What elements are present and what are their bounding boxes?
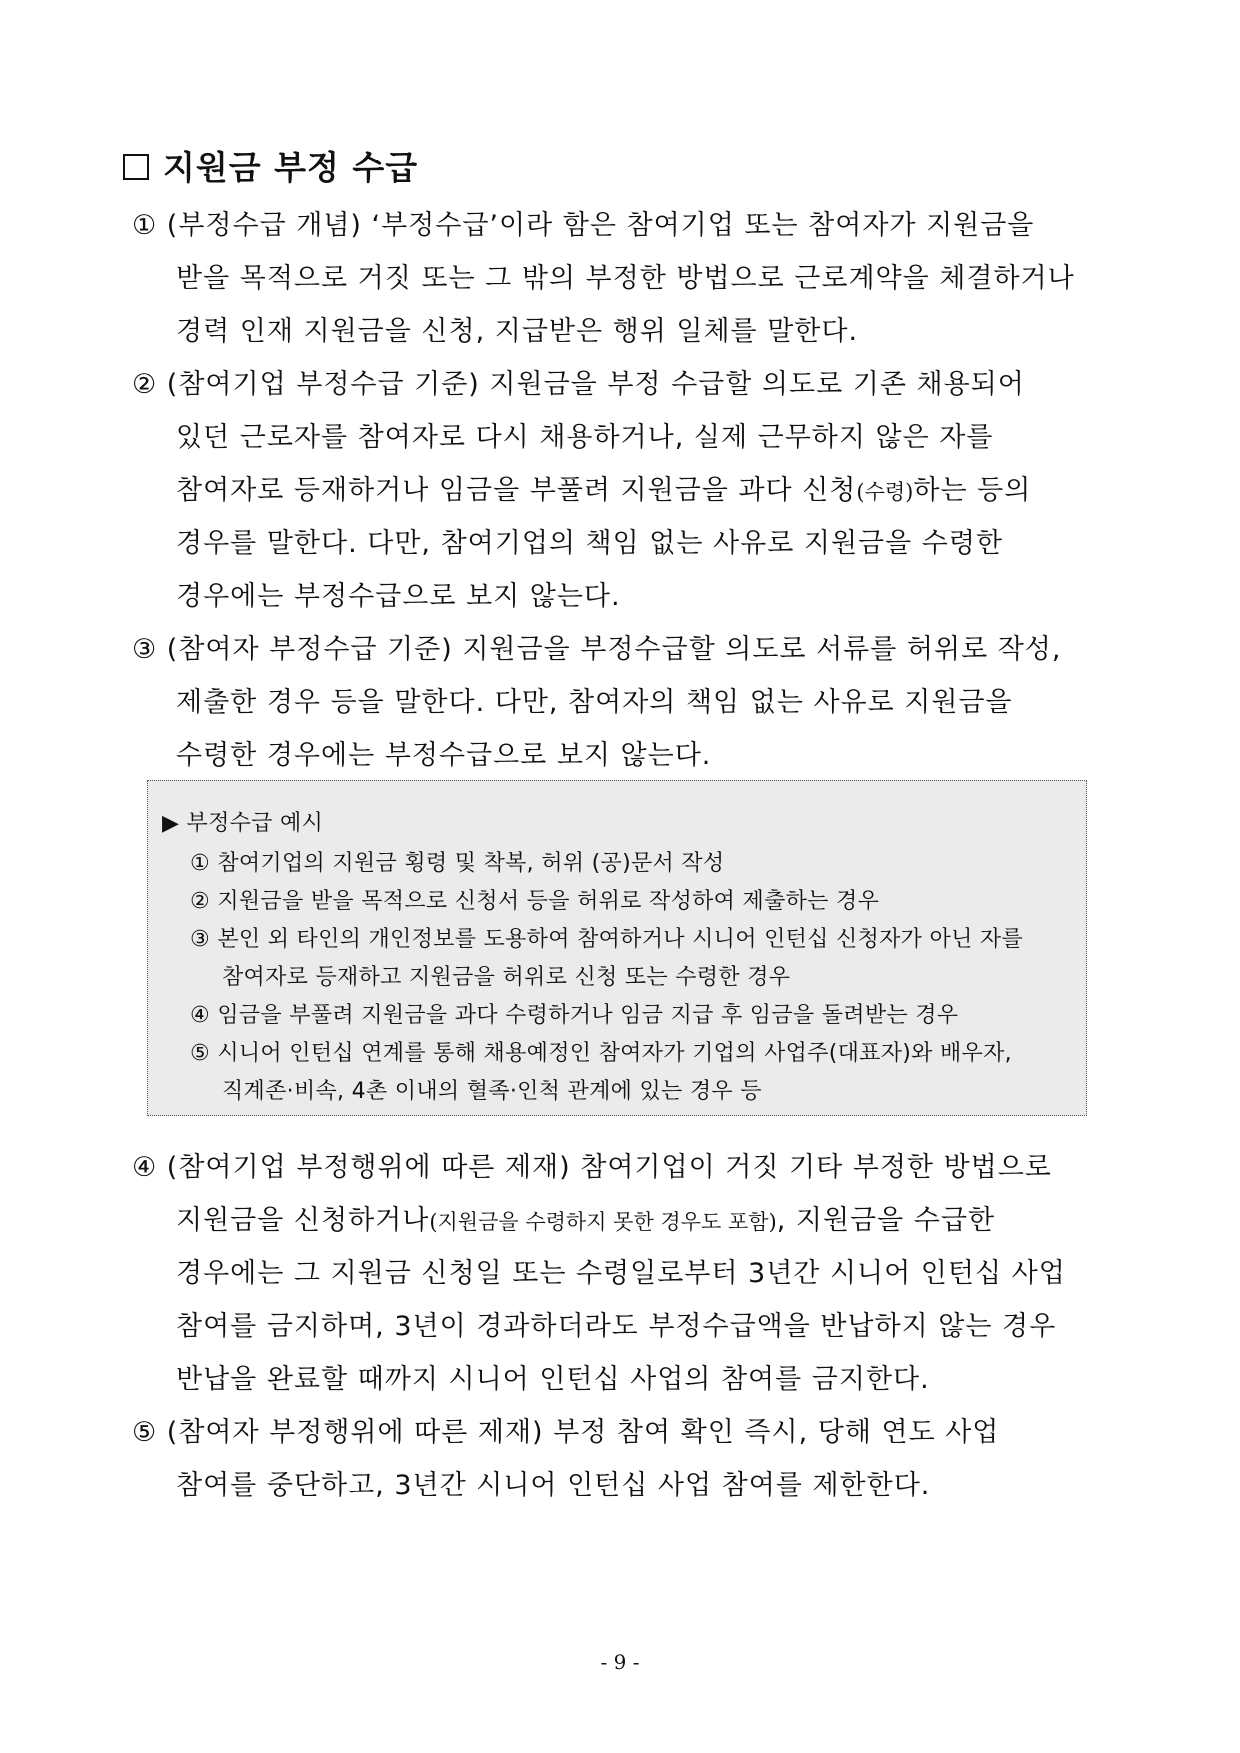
clause-4-line-2 [176,1198,995,1237]
example-item-5: ⑤ 시니어 인턴십 연계를 통해 채용예정인 참여자가 기업의 사업주(대표자)와 배우자, [190,1041,1012,1066]
clause-2-line-3-a: 참여자로 등재하거나 임금을 부풀려 지원금을 과다 신청 [176,475,857,506]
clause-3-line-1: ③ (참여자 부정수급 기준) 지원금을 부정수급할 의도로 서류를 허위로 작성, [132,634,1062,665]
example-item-3: ③ 본인 외 타인의 개인정보를 도용하여 참여하거나 시니어 인턴십 신청자가 아닌 자를 [190,927,1024,952]
example-item-5-cont: 직계존·비속, 4촌 이내의 혈족·인척 관계에 있는 경우 등 [222,1079,762,1104]
clause-2-line-5: 경우에는 부정수급으로 보지 않는다. [176,581,621,612]
example-item-4: ④ 임금을 부풀려 지원금을 과다 수령하거나 임금 지급 후 임금을 돌려받는 경우 [190,1003,959,1028]
clause-4-line-2-a: 지원금을 신청하거나 [176,1205,430,1236]
page-number: - 9 - [600,1650,640,1674]
clause-2-line-3-small: (수령) [856,480,914,504]
clause-2-line-2: 있던 근로자를 참여자로 다시 채용하거나, 실제 근무하지 않은 자를 [176,422,994,453]
example-item-3-cont: 참여자로 등재하고 지원금을 허위로 신청 또는 수령한 경우 [222,965,791,990]
clause-2-line-1: ② (참여기업 부정수급 기준) 지원금을 부정 수급할 의도로 기존 채용되어 [132,369,1025,400]
example-item-2: ② 지원금을 받을 목적으로 신청서 등을 허위로 작성하여 제출하는 경우 [190,889,880,914]
clause-5-line-2: 참여를 중단하고, 3년간 시니어 인턴십 사업 참여를 제한한다. [176,1470,931,1501]
clause-4-line-2-b: , 지원금을 수급한 [776,1205,996,1236]
clause-1-line-1: ① (부정수급 개념) ‘부정수급’이라 함은 참여기업 또는 참여자가 지원금을 [132,210,1035,241]
clause-4-line-3: 경우에는 그 지원금 신청일 또는 수령일로부터 3년간 시니어 인턴십 사업 [176,1258,1066,1289]
section-title [123,142,418,189]
clause-4-line-5: 반납을 완료할 때까지 시니어 인턴십 사업의 참여를 금지한다. [176,1364,930,1395]
checkbox-square-icon [123,154,149,180]
clause-4-line-1: ④ (참여기업 부정행위에 따른 제재) 참여기업이 거짓 기타 부정한 방법으로 [132,1152,1052,1183]
clause-1-line-3: 경력 인재 지원금을 신청, 지급받은 행위 일체를 말한다. [176,316,859,347]
example-heading: ▶ 부정수급 예시 [162,811,324,836]
clause-2-line-3 [176,468,1031,507]
clause-4-line-2-small: (지원금을 수령하지 못한 경우도 포함) [429,1210,777,1234]
example-item-1: ① 참여기업의 지원금 횡령 및 착복, 허위 (공)문서 작성 [190,851,725,876]
clause-3-line-3: 수령한 경우에는 부정수급으로 보지 않는다. [176,740,712,771]
clause-1-line-2: 받을 목적으로 거짓 또는 그 밖의 부정한 방법으로 근로계약을 체결하거나 [176,263,1075,294]
clause-4-line-4: 참여를 금지하며, 3년이 경과하더라도 부정수급액을 반납하지 않는 경우 [176,1311,1057,1342]
section-title-text: 지원금 부정 수급 [163,148,419,187]
clause-2-line-4: 경우를 말한다. 다만, 참여기업의 책임 없는 사유로 지원금을 수령한 [176,528,1004,559]
clause-3-line-2: 제출한 경우 등을 말한다. 다만, 참여자의 책임 없는 사유로 지원금을 [176,687,1013,718]
clause-5-line-1: ⑤ (참여자 부정행위에 따른 제재) 부정 참여 확인 즉시, 당해 연도 사업 [132,1417,1000,1448]
clause-2-line-3-b: 하는 등의 [913,475,1032,506]
